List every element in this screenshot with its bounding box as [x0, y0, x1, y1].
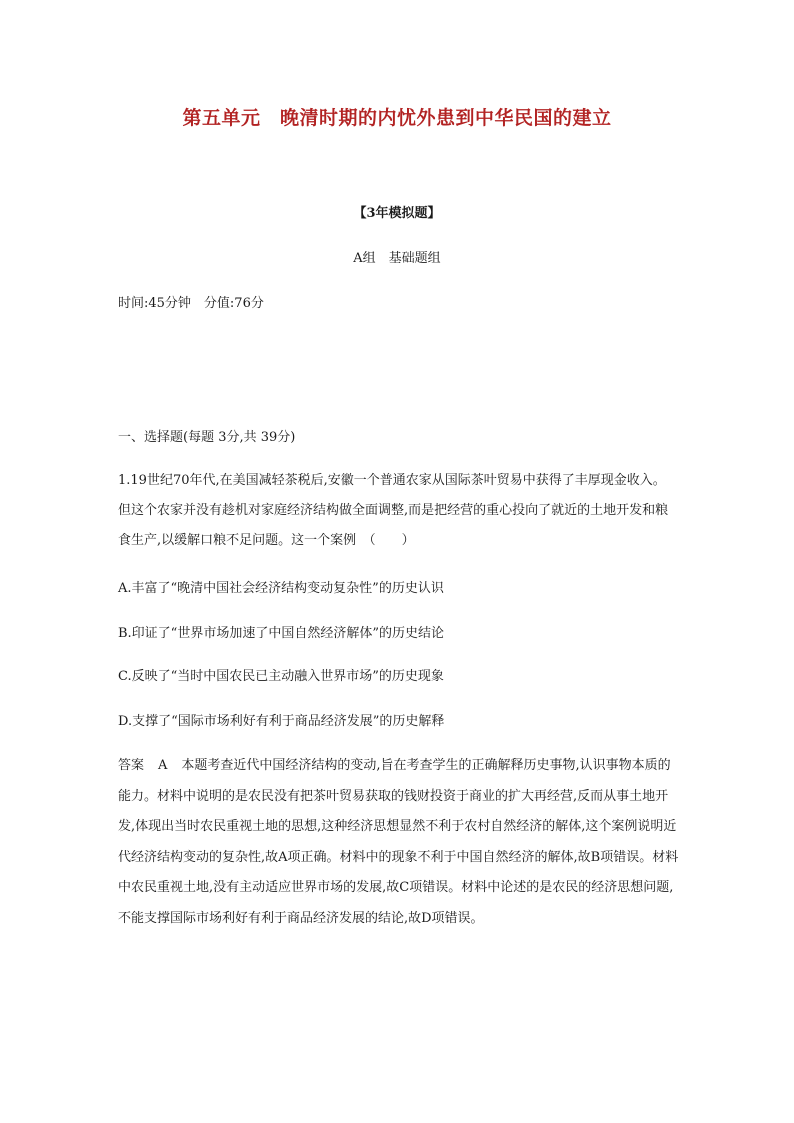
option-a: A.丰富了“晚清中国社会经济结构变动复杂性”的历史认识 — [118, 581, 444, 596]
answer-text: 本题考查近代中国经济结构的变动,旨在考查学生的正确解释历史事物,认识事物本质的能力。材料中说明的是农民没有把茶叶贸易获取的钱财投资于商业的扩大再经营,反而从事土地开发,体现出当时农民重视土地的思想,这种经济思想显然不利于农村自然经济的解体,这个案例说明近代经济结构变动的复杂性,故A项正确。材料中的现象不利于中国自然经济的解体,故B项错误。材料中农民重视土地,没有主动适应世界市场的发展,故C项错误。材料中论述的是农民的经济思想问题,不能支撑国际市场利好有利于商品经济发展的结论,故D项错误。 — [118, 758, 679, 926]
section-subtitle: 【3年模拟题】 — [353, 206, 441, 221]
unit-title: 第五单元 晚清时期的内忧外患到中华民国的建立 — [182, 107, 612, 129]
option-c: C.反映了“当时中国农民已主动融入世界市场”的历史现象 — [118, 669, 444, 684]
time-score-info: 时间:45分钟 分值:76分 — [118, 296, 264, 311]
section-heading: 一、选择题(每题 3分,共 39分) — [118, 430, 296, 445]
option-d: D.支撑了“国际市场利好有利于商品经济发展”的历史解释 — [118, 714, 445, 729]
group-label: A组 基础题组 — [353, 251, 441, 266]
answer-explanation — [118, 751, 680, 934]
answer-key: A — [158, 758, 168, 773]
question-stem: 1.19世纪70年代,在美国减轻茶税后,安徽一个普通农家从国际茶叶贸易中获得了丰厚现金收入。但这个农家并没有趁机对家庭经济结构做全面调整,而是把经营的重心投向了就近的土地开发和粮食生产,以缓解口粮不足问题。这一个案例 （ ） — [118, 473, 669, 548]
option-b: B.印证了“世界市场加速了中国自然经济解体”的历史结论 — [118, 626, 444, 641]
answer-label: 答案 — [118, 758, 145, 773]
